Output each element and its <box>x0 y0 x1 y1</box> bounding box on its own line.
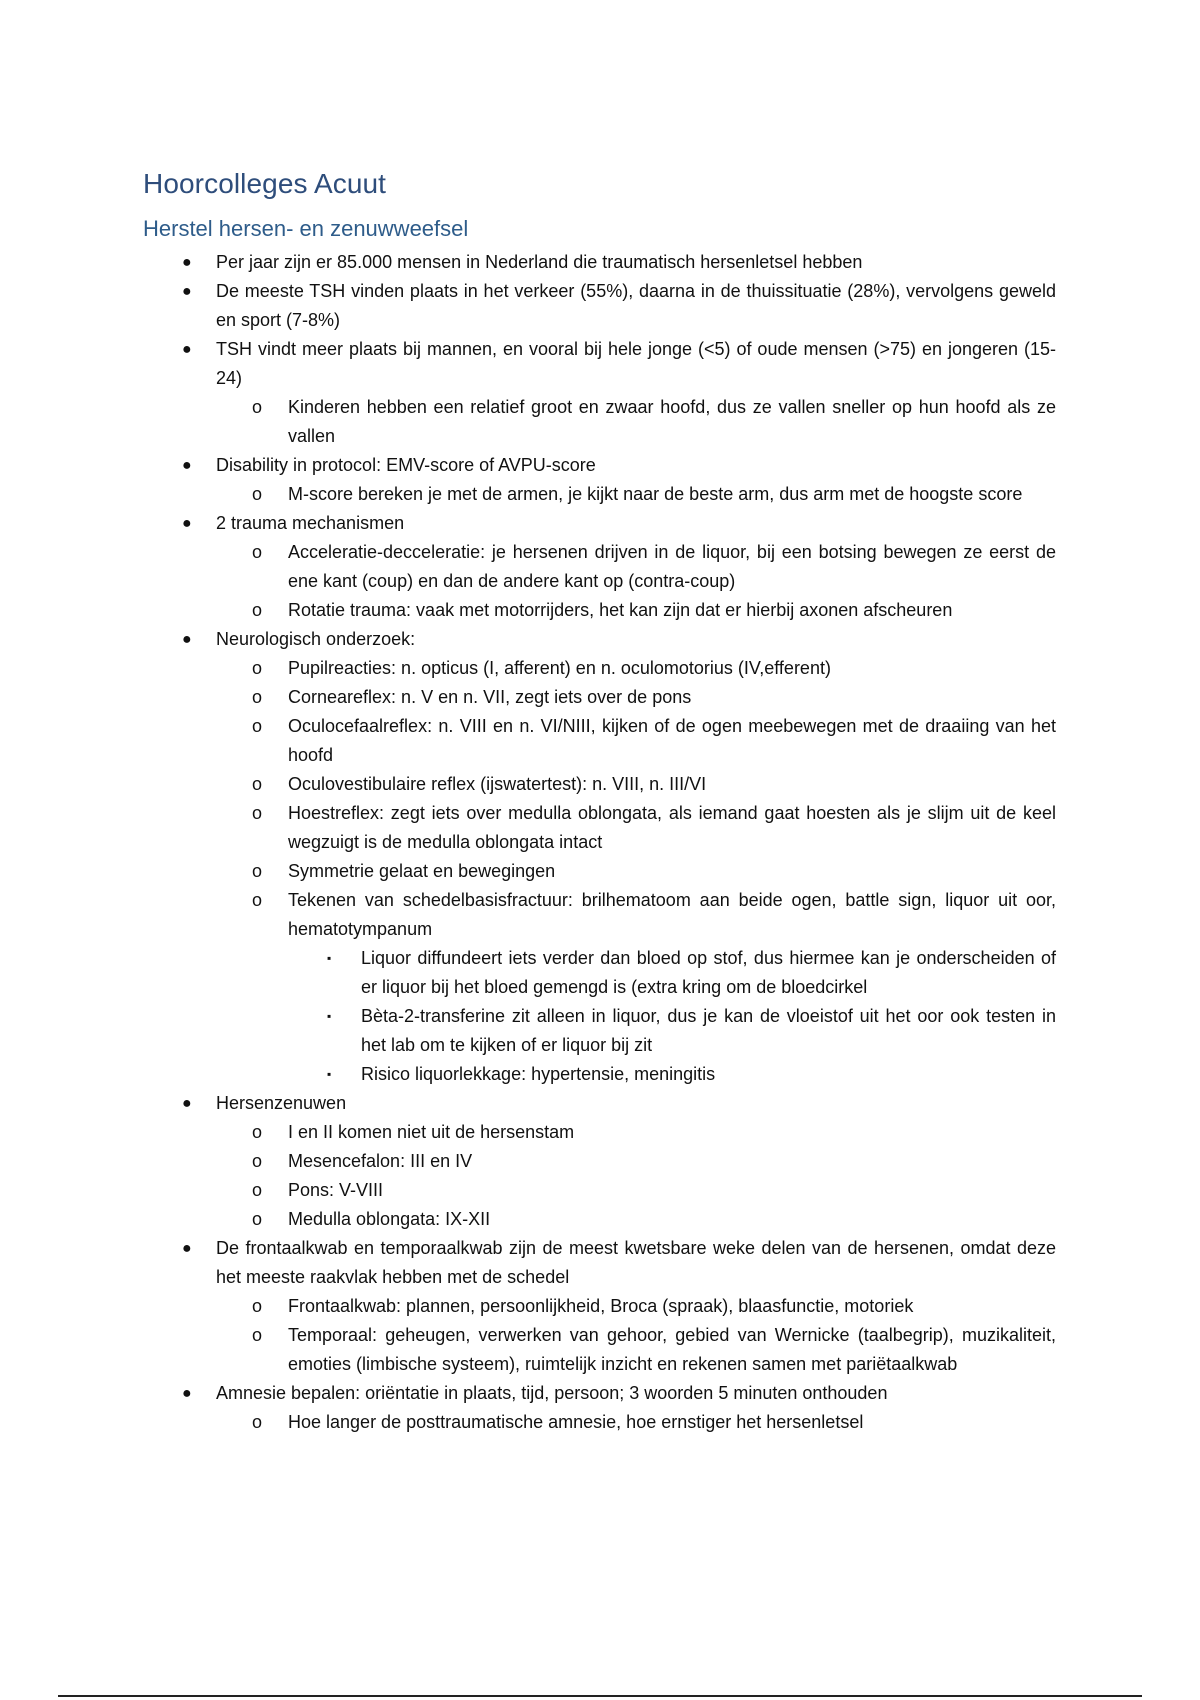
sub-list-item <box>252 596 1056 625</box>
list-item <box>182 335 1056 393</box>
sub-list-item <box>252 1118 1056 1147</box>
sub-sub-list-item <box>327 944 1056 1002</box>
bullet-marker: o <box>252 861 263 881</box>
footer-divider <box>58 1695 1142 1697</box>
bullet-marker: o <box>252 1209 263 1229</box>
list-item-text: Neurologisch onderzoek: <box>216 629 416 649</box>
list-item <box>182 625 1056 654</box>
bullet-marker: ● <box>182 631 192 648</box>
bullet-marker: o <box>252 600 263 620</box>
section-heading: Herstel hersen- en zenuwweefsel <box>143 216 469 241</box>
bullet-marker: ● <box>182 254 192 271</box>
list-item-text: Disability in protocol: EMV-score of AVPU-score <box>216 455 596 475</box>
list-item <box>182 1234 1056 1292</box>
sub-sub-list-item <box>327 1060 1056 1089</box>
bullet-marker: o <box>252 1325 263 1345</box>
list-item-text: Frontaalkwab: plannen, persoonlijkheid, Broca (spraak), blaasfunctie, motoriek <box>288 1296 914 1316</box>
list-item-text: M-score bereken je met de armen, je kijkt naar de beste arm, dus arm met de hoogste score <box>288 484 1023 504</box>
bullet-marker: ● <box>182 1240 192 1257</box>
list-item <box>182 1379 1056 1408</box>
list-item <box>182 451 1056 480</box>
sub-list-item <box>252 480 1056 509</box>
sub-list-item <box>252 1321 1056 1379</box>
bullet-marker: o <box>252 687 263 707</box>
list-item-text: Hoe langer de posttraumatische amnesie, hoe ernstiger het hersenletsel <box>288 1412 864 1432</box>
bullet-marker: o <box>252 1412 263 1432</box>
list-item <box>182 509 1056 538</box>
sub-list-item <box>252 1205 1056 1234</box>
bullet-list <box>0 248 1200 1437</box>
list-item-text: Oculovestibulaire reflex (ijswatertest): n. VIII, n. III/VI <box>288 774 707 794</box>
sub-list-item <box>252 886 1056 944</box>
bullet-marker: o <box>252 1296 263 1316</box>
list-item-text: Mesencefalon: III en IV <box>288 1151 473 1171</box>
bullet-marker: o <box>252 716 263 736</box>
bullet-marker: o <box>252 774 263 794</box>
list-item <box>182 277 1056 335</box>
sub-list-item <box>252 1292 1056 1321</box>
list-item-text: Rotatie trauma: vaak met motorrijders, het kan zijn dat er hierbij axonen afscheuren <box>288 600 953 620</box>
list-item-text: Pons: V-VIII <box>288 1180 384 1200</box>
sub-list-item <box>252 770 1056 799</box>
bullet-marker: o <box>252 658 263 678</box>
bullet-marker: ▪ <box>327 1009 332 1023</box>
bullet-marker: ● <box>182 515 192 532</box>
sub-sub-list-item <box>327 1002 1056 1060</box>
list-item-text: Corneareflex: n. V en n. VII, zegt iets over de pons <box>288 687 692 707</box>
bullet-marker: ● <box>182 1095 192 1112</box>
bullet-marker: ● <box>182 457 192 474</box>
bullet-marker: ● <box>182 341 192 358</box>
bullet-marker: ▪ <box>327 1067 332 1081</box>
bullet-marker: ▪ <box>327 951 332 965</box>
list-item-text: De frontaalkwab en temporaalkwab zijn de meest kwetsbare weke delen van de hersenen, omdat deze het meeste raakvlak hebben met de schedel <box>216 1238 1056 1287</box>
page-title: Hoorcolleges Acuut <box>143 168 387 199</box>
list-item-text: Oculocefaalreflex: n. VIII en n. VI/NIII, kijken of de ogen meebewegen met de draaiing van het hoofd <box>288 716 1056 765</box>
list-item-text: Tekenen van schedelbasisfractuur: brilhematoom aan beide ogen, battle sign, liquor uit oor, hematotympanum <box>288 890 1056 939</box>
list-item-text: Acceleratie-decceleratie: je hersenen drijven in de liquor, bij een botsing bewegen ze eerst de ene kant (coup) en dan de andere kant op (contra-coup) <box>288 542 1056 591</box>
sub-list-item <box>252 712 1056 770</box>
list-item-text: Amnesie bepalen: oriëntatie in plaats, tijd, persoon; 3 woorden 5 minuten onthouden <box>216 1383 888 1403</box>
list-item-text: Hoestreflex: zegt iets over medulla oblongata, als iemand gaat hoesten als je slijm uit de keel wegzuigt is de medulla oblongata intact <box>288 803 1056 852</box>
bullet-marker: o <box>252 397 263 417</box>
sub-list-item <box>252 857 1056 886</box>
sub-list-item <box>252 654 1056 683</box>
list-item-text: Bèta-2-transferine zit alleen in liquor, dus je kan de vloeistof uit het oor ook testen in het lab om te kijken of er liquor bij zit <box>361 1006 1056 1055</box>
bullet-marker: ● <box>182 283 192 300</box>
list-item <box>182 248 1056 277</box>
sub-list-item <box>252 1147 1056 1176</box>
list-item-text: Pupilreacties: n. opticus (I, afferent) en n. oculomotorius (IV,efferent) <box>288 658 831 678</box>
list-item-text: Symmetrie gelaat en bewegingen <box>288 861 556 881</box>
sub-list-item <box>252 393 1056 451</box>
list-item-text: Temporaal: geheugen, verwerken van gehoor, gebied van Wernicke (taalbegrip), muzikaliteit, emoties (limbische systeem), ruimtelijk inzicht en rekenen samen met pariëtaalkwab <box>288 1325 1056 1374</box>
bullet-marker: o <box>252 1180 263 1200</box>
bullet-marker: o <box>252 1151 263 1171</box>
list-item-text: Per jaar zijn er 85.000 mensen in Nederland die traumatisch hersenletsel hebben <box>216 252 863 272</box>
bullet-marker: o <box>252 803 263 823</box>
bullet-marker: o <box>252 542 263 562</box>
sub-list-item <box>252 1176 1056 1205</box>
list-item-text: Medulla oblongata: IX-XII <box>288 1209 491 1229</box>
list-item-text: I en II komen niet uit de hersenstam <box>288 1122 575 1142</box>
list-item-text: Kinderen hebben een relatief groot en zwaar hoofd, dus ze vallen sneller op hun hoofd als ze vallen <box>288 397 1056 446</box>
sub-list-item <box>252 1408 1056 1437</box>
list-item-text: 2 trauma mechanismen <box>216 513 405 533</box>
list-item-text: Risico liquorlekkage: hypertensie, meningitis <box>361 1064 716 1084</box>
sub-list-item <box>252 799 1056 857</box>
bullet-marker: o <box>252 890 263 910</box>
sub-list-item <box>252 538 1056 596</box>
bullet-marker: o <box>252 1122 263 1142</box>
sub-list-item <box>252 683 1056 712</box>
list-item-text: TSH vindt meer plaats bij mannen, en vooral bij hele jonge (<5) of oude mensen (>75) en jongeren (15-24) <box>216 339 1056 388</box>
bullet-marker: o <box>252 484 263 504</box>
list-item-text: Liquor diffundeert iets verder dan bloed op stof, dus hiermee kan je onderscheiden of er liquor bij het bloed gemengd is (extra kring om de bloedcirkel <box>361 948 1056 997</box>
list-item-text: Hersenzenuwen <box>216 1093 347 1113</box>
list-item <box>182 1089 1056 1118</box>
bullet-marker: ● <box>182 1385 192 1402</box>
list-item-text: De meeste TSH vinden plaats in het verkeer (55%), daarna in de thuissituatie (28%), vervolgens geweld en sport (7-8%) <box>216 281 1056 330</box>
